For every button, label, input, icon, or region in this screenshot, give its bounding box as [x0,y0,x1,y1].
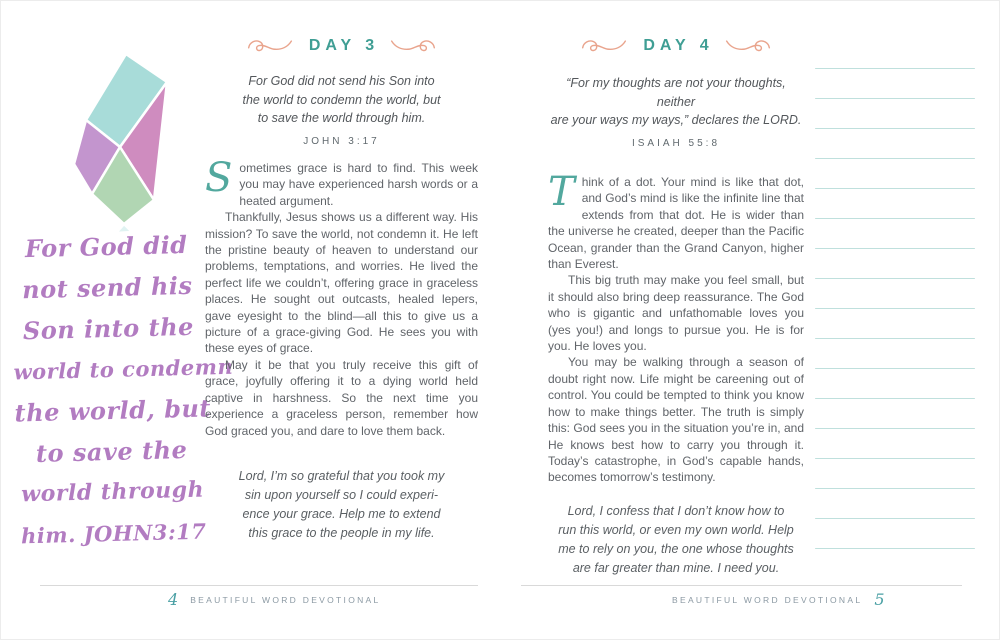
prayer-line: ence your grace. Help me to extend [242,506,441,521]
footer-rule [521,585,962,586]
notes-line [815,248,975,249]
book-title: BEAUTIFUL WORD DEVOTIONAL [672,595,863,605]
notes-line [815,458,975,459]
verse-line: the world to condemn the world, but [242,92,441,107]
paragraph: This big truth may make you feel small, but it should also bring deep reassurance. The God who is gigantic and unfathomable loves you (yes you!) and longs to pursue you. He is for you. He loves you. [548,273,804,354]
hand-lettered-verse [10,224,234,557]
book-title: BEAUTIFUL WORD DEVOTIONAL [190,595,381,605]
verse-line: are your ways my ways,” declares the LORD. [550,113,802,127]
prayer-line: this grace to the people in my life. [248,525,435,540]
flourish-icon [579,38,629,54]
notes-line [815,308,975,309]
day-label: DAY 3 [308,37,380,54]
prayer-line: sin upon yourself so I could experi- [244,487,439,502]
page-number: 4 [168,590,179,609]
lettering-line: Son into the [22,311,195,346]
footer-rule [40,585,478,586]
notes-line [815,278,975,279]
notes-line [815,98,975,99]
notes-line [815,488,975,489]
verse-reference: JOHN 3:17 [303,135,380,147]
day3-header [205,36,478,56]
lettering-line: him. JOHN3:17 [20,518,207,549]
notes-line [815,158,975,159]
lettering-line: world through [20,476,205,508]
notes-line [815,368,975,369]
paragraph: You may be walking through a season of doubt right now. Life might be careening out of control. You could be tempted to think you know how to make things better. The truth is simply this: God sees you in the situation you’re in, and He knows best how to carry you through it. Today’s catastrophe, in God’s capable hands, becomes tomorrow’s testimony. [548,355,804,485]
lettering-line: For God did [24,229,188,264]
day3-column [205,36,478,543]
page-number: 5 [874,590,885,609]
day4-verse [548,74,804,153]
drop-cap: S [205,155,233,201]
paragraph: Thankfully, Jesus shows us a different way. His mission? To save the world, not condemn it. He left the pristine beauty of heaven to understand our problems, temptations, and worries. He lived the perfect life we couldn’t, offering grace in graceless places. He sought out outcasts, healed lepers, gave eyesight to the blind—all this to give us a picture of a grace-giving God. He sees you with these eyes of grace. [205,210,478,356]
verse-reference: ISAIAH 55:8 [631,137,721,149]
right-page-footer [672,590,885,609]
notes-line [815,518,975,519]
notes-line [815,398,975,399]
drop-cap: T [548,169,575,215]
paragraph-text: hink of a dot. Your mind is like that dot, and God’s mind is like the infinite line that extends from that dot. He is wider than the universe he created, deeper than the Pacific Ocean, grander than the Grand Canyon, higher than Everest. [548,175,804,272]
notes-line [815,188,975,189]
day4-body [548,169,804,486]
day3-verse [205,72,478,151]
prayer-line: run this world, or even my own world. Help [558,522,794,537]
prayer-line: me to rely on you, the one whose thoughts [558,541,794,556]
lettering-line: world to condemn [13,353,234,385]
lettering-line: to save the [35,435,188,468]
day-label: DAY 4 [643,37,714,54]
paragraph: May it be that you truly receive this gift of grace, joyfully offering it to a dying world held captive in harshness. So the next time you experience a graceless person, remember how God graced you, and dare to love them back. [205,357,478,438]
verse-line: For God did not send his Son into [248,74,435,88]
prayer-line: are far greater than mine. I need you. [572,560,780,575]
lettering-line: not send his [21,270,193,305]
flourish-icon [723,38,773,54]
prayer-line: Lord, I’m so grateful that you took my [238,468,445,483]
day4-header [548,36,804,56]
day4-column [548,36,804,578]
notes-line [815,338,975,339]
notes-lines [815,68,975,560]
notes-line [815,68,975,69]
notes-line [815,218,975,219]
verse-line: to save the world through him. [257,111,426,125]
day4-prayer [548,502,804,578]
notes-line [815,128,975,129]
paragraph-text: ometimes grace is hard to find. This week you may have experienced harsh words or a heated argument. [239,161,478,208]
notes-line [815,548,975,549]
lettering-line: the world, but [14,393,212,428]
verse-line: “For my thoughts are not your thoughts, neither [566,76,786,109]
paragraph [205,155,478,209]
left-page-footer [168,590,381,609]
flourish-icon [245,38,295,54]
prayer-line: Lord, I confess that I don’t know how to [567,503,785,518]
paragraph [548,169,804,272]
watercolor-gem-illustration [68,52,186,234]
notes-line [815,428,975,429]
day3-body [205,155,478,439]
flourish-icon [388,38,438,54]
day3-prayer [205,467,478,543]
